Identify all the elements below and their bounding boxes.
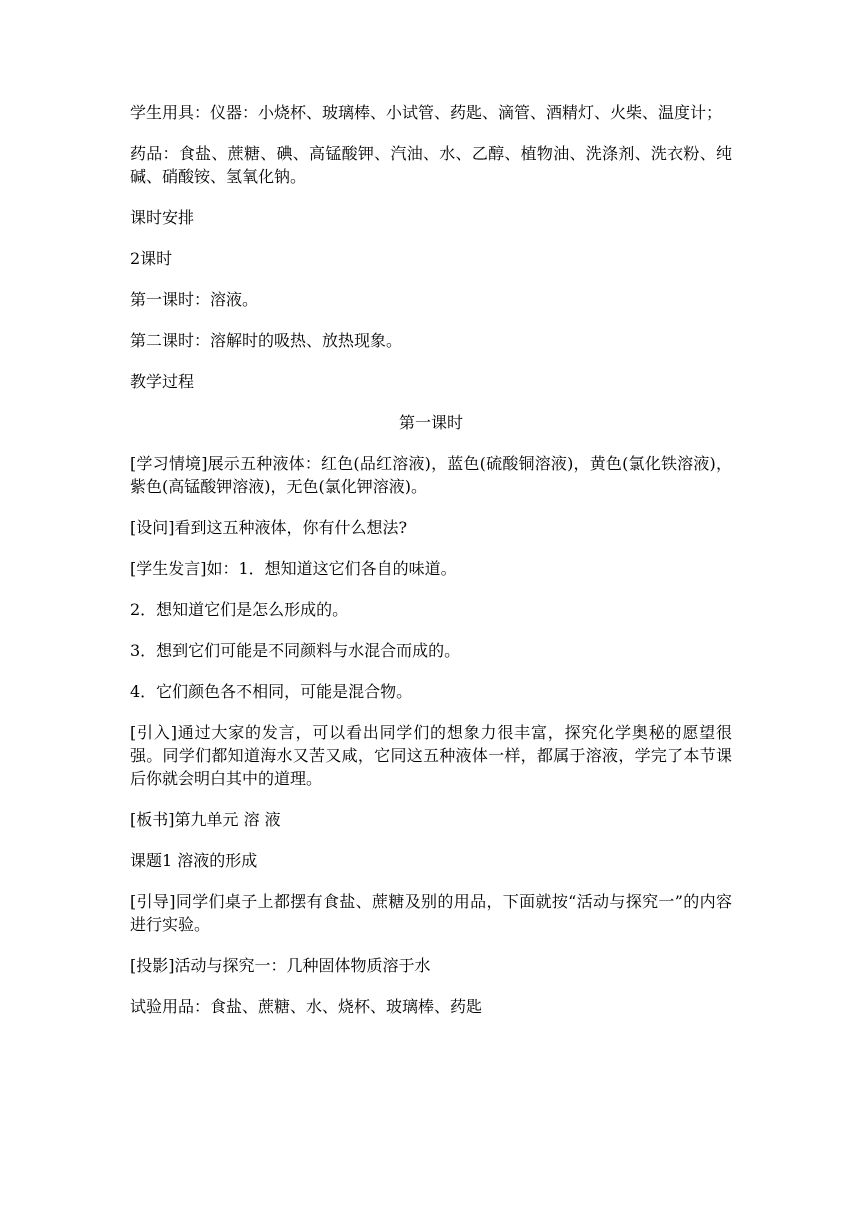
- list-item: 2．想知道它们是怎么形成的。: [130, 600, 349, 619]
- reagents-paragraph: 药品：食盐、蔗糖、碘、高锰酸钾、汽油、水、乙醇、植物油、洗涤剂、洗衣粉、纯碱、硝酸铵、氢氧化钠。: [130, 144, 732, 186]
- list-item: 3．想到它们可能是不同颜料与水混合而成的。: [130, 641, 461, 660]
- document-page: [130, 101, 732, 1036]
- list-item: 4．它们颜色各不相同，可能是混合物。: [130, 682, 413, 701]
- topic-title: 课题1 溶液的形成: [130, 851, 258, 870]
- second-lesson-topic: 第二课时：溶解时的吸热、放热现象。: [130, 331, 403, 350]
- experiment-materials-paragraph: 试验用品：食盐、蔗糖、水、烧杯、玻璃棒、药匙: [130, 997, 483, 1016]
- lesson-count: 2课时: [130, 249, 173, 268]
- introduction-paragraph: [引入]通过大家的发言，可以看出同学们的想象力很丰富，探究化学奥秘的愿望很强。同学们都知道海水又苦又咸，它同这五种液体一样，都属于溶液，学完了本节课后你就会明白其中的道理。: [130, 723, 732, 788]
- learning-context-paragraph: [学习情境]展示五种液体：红色(品红溶液)，蓝色(硫酸铜溶液)，黄色(氯化铁溶液)，紫色(高锰酸钾溶液)，无色(氯化钾溶液)。: [130, 454, 732, 496]
- student-equipment-paragraph: 学生用具：仪器：小烧杯、玻璃棒、小试管、药匙、滴管、酒精灯、火柴、温度计；: [130, 103, 723, 122]
- teaching-process-heading: 教学过程: [130, 372, 195, 391]
- schedule-heading: 课时安排: [130, 208, 195, 227]
- projection-paragraph: [投影]活动与探究一：几种固体物质溶于水: [130, 956, 431, 975]
- blackboard-paragraph: [板书]第九单元 溶 液: [130, 810, 281, 829]
- student-speech-paragraph: [学生发言]如：1．想知道这它们各自的味道。: [130, 559, 457, 578]
- question-paragraph: [设问]看到这五种液体，你有什么想法?: [130, 518, 408, 537]
- first-lesson-topic: 第一课时：溶液。: [130, 290, 259, 309]
- first-lesson-title: 第一课时: [398, 413, 463, 432]
- guidance-paragraph: [引导]同学们桌子上都摆有食盐、蔗糖及别的用品，下面就按“活动与探究一”的内容进行实验。: [130, 892, 732, 934]
